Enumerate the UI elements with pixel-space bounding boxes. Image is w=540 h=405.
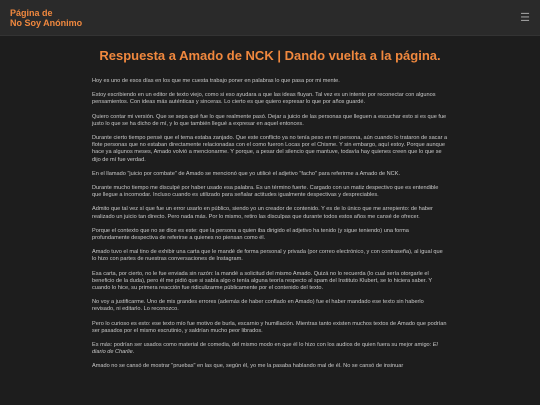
paragraph-5: En el llamado "juicio por combate" de Amado se mencionó que yo utilicé el adjetivo "facho" para referirme a Amado de NCK. [92, 170, 400, 177]
paragraph-9: Amado tuvo el mal tino de exhibir una carta que le mandé de forma personal y privada (por correo electrónico, y con contraseña), al igual que lo hizo con partes de nuestras conversaciones de Instagram. [92, 249, 443, 263]
brand-line-1: Página de [10, 7, 53, 18]
site-brand-link[interactable] [10, 8, 82, 28]
paragraph-1: Hoy es uno de esos días en los que me cuesta trabajo poner en palabras lo que pasa por mi mente. [92, 78, 340, 84]
paragraph-6: Durante mucho tiempo me disculpé por haber usado esa palabra. Es un término fuerte. Cargado con un matiz despectivo que es entendible que llegue a incomodar. Incluso cuando es utilizado para señalar actitudes igualmente despectivas y despreciables. [92, 185, 439, 199]
paragraph-11: No voy a justificarme. Uno de mis grandes errores (además de haber confiado en Amado) fue el haber mandado ese texto sin haberlo revisado, ni editarlo. Lo reconozco. [92, 299, 424, 313]
article-title: Respuesta a Amado de NCK | Dando vuelta a la página. [99, 48, 441, 63]
paragraph-13-text: Es más: podrían ser usados como material de comedia, del mismo modo en que él lo hizo con los audios de quien fuera su mejor amigo: [92, 342, 433, 349]
paragraph-13: Es más: podrían ser usados como material de comedia, del mismo modo en que él lo hizo con los audios de quien fuera su mejor amigo: El diario de Charlie. [92, 342, 438, 356]
paragraph-3: Quiero contar mi versión. Que se sepa qué fue lo que realmente pasó. Dejar a juicio de las personas que lleguen a escuchar esto si es que fue justo lo que se ha dicho de mí, y lo que también llegué a expresar en aquel entonces. [92, 113, 447, 127]
diary-title: El diario de Charlie [92, 342, 438, 356]
paragraph-7: Admito que tal vez sí que fue un error usarlo en público, siendo yo un creador de contenido. Y es de lo único que me arrepiento: de haber realizado un juicio tan directo. Pero nada más. Por lo mismo, retiro las disculpas que durante todos estos años me cansé de ofrecer. [92, 206, 433, 220]
paragraph-2: Estoy escribiendo en un editor de texto viejo, como si eso ayudara a que las ideas fluyan. Tal vez es un intento por reconectar con algunos pensamientos. Con ideas más auténticas y sinceras. Lo cierto es que quiero expresar lo que por años guardé. [92, 92, 436, 106]
paragraph-4: Durante cierto tiempo pensé que el tema estaba zanjado. Que este conflicto ya no tenía peso en mi persona, aún cuando lo trataron de sacar a flote personas que no estaban directamente relacionadas con el como fueron Locas por el Chisme. Y sin embargo, aquí estoy. Porque aunque hace ya algunos meses, Amado volvió a mencionarme. Y porque, a pesar del silencio que mantuve, todavía hay quienes creen que lo que se dijo de mí fue verdad. [92, 135, 448, 163]
hamburger-menu-icon[interactable]: ☰ [520, 12, 530, 24]
paragraph-14: Amado no se cansó de mostrar "pruebas" en las que, según él, yo me la pasaba hablando mal de él. No se cansó de insinuar [92, 363, 404, 370]
article-container [92, 36, 448, 371]
paragraph-12: Pero lo curioso es esto: ese texto mío fue motivo de burla, escarnio y humillación. Mientras tanto existen muchos textos de Amado que podrían ser pasados por el mismo escrutinio, y saldrían mucho peor librados. [92, 320, 447, 334]
top-navbar [0, 0, 540, 36]
paragraph-10: Esa carta, por cierto, no le fue enviada sin razón: la mandé a solicitud del mismo Amado. Quizá no lo recuerda (lo cual sería otorgarle el beneficio de la duda), pero él me pidió que si sabía algo o tenía alguna teoría respecto al spam del Instituto Klubert, se lo hiciera saber. Y cuando lo hice, su primera reacción fue ridiculizarme públicamente por el contenido del texto. [92, 270, 432, 292]
paragraph-8: Porque el contexto que no se dice es este: que la persona a quien iba dirigido el adjetivo ha tenido (y sigue teniendo) una forma profundamente despectiva de referirse a quienes no piensan como él. [92, 227, 409, 242]
brand-line-2: No Soy Anónimo [10, 17, 83, 28]
